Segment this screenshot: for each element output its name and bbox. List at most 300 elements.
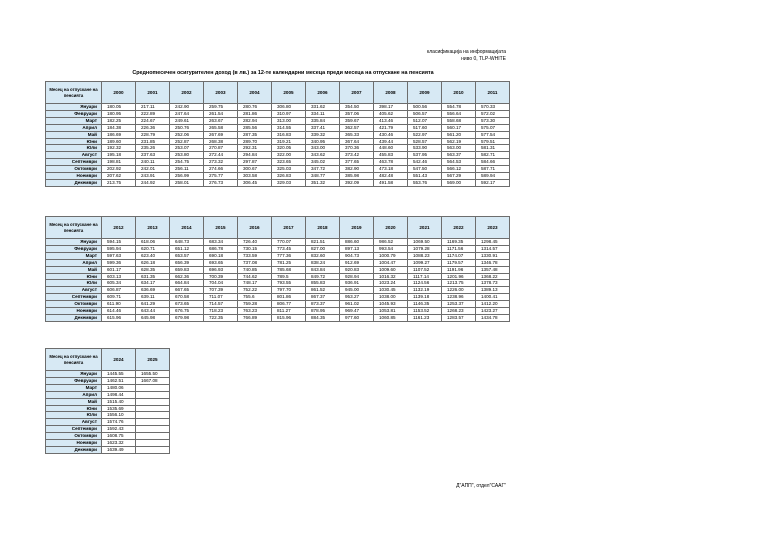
income-cell: 714.57	[204, 301, 238, 308]
income-cell: 623.40	[136, 252, 170, 259]
income-cell: 189.60	[102, 138, 136, 145]
income-cell: 343.62	[306, 152, 340, 159]
income-cell: 252.87	[170, 138, 204, 145]
income-cell: 430.46	[374, 131, 408, 138]
income-cell: 207.62	[102, 173, 136, 180]
income-cell: 377.65	[340, 159, 374, 166]
year-column-header: 2022	[442, 217, 476, 239]
income-cell: 500.56	[408, 104, 442, 111]
income-cell: 1498.44	[102, 391, 136, 398]
month-label: Ноември	[46, 308, 102, 315]
income-cell: 587.71	[476, 166, 510, 173]
income-cell: 1069.50	[408, 239, 442, 246]
month-label: Април	[46, 259, 102, 266]
income-cell: 195.18	[102, 152, 136, 159]
income-cell: 626.18	[136, 259, 170, 266]
income-cell: 1213.75	[442, 280, 476, 287]
income-cell: 1268.23	[442, 308, 476, 315]
income-cell: 651.12	[170, 245, 204, 252]
income-cell: 618.06	[136, 239, 170, 246]
income-cell: 455.83	[374, 152, 408, 159]
income-cell: 554.78	[442, 104, 476, 111]
income-cell: 224.67	[136, 117, 170, 124]
year-column-header: 2023	[476, 217, 510, 239]
month-label: Януари	[46, 104, 102, 111]
income-cell: 920.83	[340, 266, 374, 273]
income-cell: 953.27	[340, 294, 374, 301]
income-cell: 359.67	[340, 117, 374, 124]
income-cell: 667.65	[170, 287, 204, 294]
income-cell: 563.37	[442, 152, 476, 159]
income-cell: 300.67	[238, 166, 272, 173]
income-cell: 537.95	[408, 152, 442, 159]
income-cell: 1556.10	[102, 412, 136, 419]
income-cell: 1389.13	[476, 287, 510, 294]
income-cell: 303.58	[238, 173, 272, 180]
income-cell: 628.35	[136, 266, 170, 273]
classification-label: класификација на информацијата	[427, 49, 506, 55]
income-cell	[136, 405, 170, 412]
income-cell: 354.50	[340, 104, 374, 111]
income-cell: 561.20	[442, 131, 476, 138]
income-cell: 662.36	[170, 273, 204, 280]
income-cell: 827.00	[306, 245, 340, 252]
income-cell: 258.01	[170, 179, 204, 186]
income-cell: 253.80	[170, 152, 204, 159]
income-cell: 1283.57	[442, 314, 476, 321]
income-cell: 184.38	[102, 124, 136, 131]
month-label: Юли	[46, 145, 102, 152]
income-cell: 325.03	[272, 166, 306, 173]
month-label: Май	[46, 398, 102, 405]
year-column-header: 2010	[442, 82, 476, 104]
income-cell: 1038.00	[374, 294, 408, 301]
income-cell: 641.29	[136, 301, 170, 308]
income-cell: 659.83	[170, 266, 204, 273]
income-cell: 517.60	[408, 124, 442, 131]
income-cell: 254.75	[170, 159, 204, 166]
income-cell: 589.94	[476, 173, 510, 180]
income-cell: 867.37	[306, 294, 340, 301]
income-cell: 897.13	[340, 245, 374, 252]
income-cell: 636.69	[136, 287, 170, 294]
income-cell: 1016.32	[374, 273, 408, 280]
income-cell: 1226.00	[442, 287, 476, 294]
income-cell: 838.24	[306, 259, 340, 266]
income-cell: 1423.27	[476, 308, 510, 315]
income-cell: 1238.96	[442, 294, 476, 301]
income-cell: 599.36	[102, 259, 136, 266]
income-cell: 1201.96	[442, 273, 476, 280]
month-label: Март	[46, 384, 102, 391]
income-cell: 673.65	[170, 301, 204, 308]
table-row	[46, 405, 170, 412]
income-cell: 1253.37	[442, 301, 476, 308]
income-cell: 1515.40	[102, 398, 136, 405]
income-cell: 202.92	[102, 166, 136, 173]
income-cell: 280.76	[238, 104, 272, 111]
income-cell: 235.26	[136, 145, 170, 152]
year-column-header: 2005	[272, 82, 306, 104]
income-cell: 615.96	[102, 314, 136, 321]
income-cell: 601.17	[102, 266, 136, 273]
month-label: Октомври	[46, 433, 102, 440]
table-row	[46, 412, 170, 419]
income-cell: 855.83	[306, 280, 340, 287]
income-cell: 1107.52	[408, 266, 442, 273]
income-cell: 609.71	[102, 294, 136, 301]
income-cell: 562.19	[442, 138, 476, 145]
table-row	[46, 124, 510, 131]
income-cell: 272.44	[204, 152, 238, 159]
table-row	[46, 398, 170, 405]
income-cell: 528.57	[408, 138, 442, 145]
income-cell: 690.18	[204, 252, 238, 259]
year-column-header: 2014	[170, 217, 204, 239]
income-cell: 977.60	[340, 314, 374, 321]
income-cell: 821.51	[306, 239, 340, 246]
income-cell: 405.62	[374, 110, 408, 117]
income-cell: 560.17	[442, 124, 476, 131]
income-cell: 1153.52	[408, 308, 442, 315]
income-cell: 785.68	[272, 266, 306, 273]
income-cell: 331.62	[306, 104, 340, 111]
month-label: Октомври	[46, 301, 102, 308]
income-cell: 634.17	[136, 280, 170, 287]
table-row	[46, 314, 510, 321]
income-cell: 237.63	[136, 152, 170, 159]
year-column-header: 2025	[136, 349, 170, 371]
income-cell: 696.93	[204, 266, 238, 273]
income-cell: 766.89	[238, 314, 272, 321]
income-cell: 770.07	[272, 239, 306, 246]
income-cell: 323.65	[272, 159, 306, 166]
income-cell	[136, 412, 170, 419]
income-cell: 1480.06	[102, 384, 136, 391]
income-cell: 357.06	[340, 110, 374, 117]
income-cell: 180.05	[102, 104, 136, 111]
income-cell: 186.69	[102, 131, 136, 138]
income-cell: 748.17	[238, 280, 272, 287]
table-row	[46, 371, 170, 378]
income-cell: 282.94	[238, 117, 272, 124]
month-label: Ноември	[46, 440, 102, 447]
income-cell: 886.60	[340, 239, 374, 246]
table-row	[46, 131, 510, 138]
month-label: Декември	[46, 314, 102, 321]
month-label: Март	[46, 117, 102, 124]
income-cell: 351.32	[306, 179, 340, 186]
income-cell: 198.81	[102, 159, 136, 166]
income-cell: 683.34	[204, 239, 238, 246]
income-cell: 256.11	[170, 166, 204, 173]
income-cell: 370.36	[340, 145, 374, 152]
month-column-header: Месец на отпускане на пенсията	[46, 82, 102, 104]
income-cell: 1592.43	[102, 426, 136, 433]
income-cell: 597.63	[102, 252, 136, 259]
income-cell: 773.45	[272, 245, 306, 252]
income-cell: 704.04	[204, 280, 238, 287]
income-cell: 213.75	[102, 179, 136, 186]
year-column-header: 2006	[306, 82, 340, 104]
income-cell: 253.07	[170, 145, 204, 152]
income-cell: 722.35	[204, 314, 238, 321]
income-cell: 577.54	[476, 131, 510, 138]
income-cell: 1378.73	[476, 280, 510, 287]
income-cell: 1191.96	[442, 266, 476, 273]
income-cell: 367.64	[340, 138, 374, 145]
income-cell: 297.87	[238, 159, 272, 166]
income-cell: 928.94	[340, 273, 374, 280]
income-cell: 1655.50	[136, 371, 170, 378]
table-row	[46, 152, 510, 159]
income-cell: 594.15	[102, 239, 136, 246]
income-cell: 1346.78	[476, 259, 510, 266]
income-cell: 575.07	[476, 124, 510, 131]
income-cell: 878.95	[306, 308, 340, 315]
income-cell: 832.60	[306, 252, 340, 259]
income-cell: 1434.78	[476, 314, 510, 321]
table-row	[46, 266, 510, 273]
income-cell: 329.03	[272, 179, 306, 186]
income-cell: 306.80	[272, 104, 306, 111]
income-cell: 259.75	[204, 104, 238, 111]
income-cell: 228.79	[136, 131, 170, 138]
income-cell: 242.01	[136, 166, 170, 173]
month-label: Март	[46, 252, 102, 259]
income-cell	[136, 398, 170, 405]
income-cell: 986.52	[374, 239, 408, 246]
income-cell: 256.99	[170, 173, 204, 180]
income-cell: 1099.27	[408, 259, 442, 266]
income-cell: 849.72	[306, 273, 340, 280]
income-cell: 569.00	[442, 179, 476, 186]
month-label: Май	[46, 131, 102, 138]
table-row	[46, 252, 510, 259]
year-column-header: 2003	[204, 82, 238, 104]
income-cell: 1179.57	[442, 259, 476, 266]
income-cell: 522.97	[408, 131, 442, 138]
income-cell: 240.11	[136, 159, 170, 166]
income-cell: 811.27	[272, 308, 306, 315]
income-cell: 439.44	[374, 138, 408, 145]
income-cell	[136, 433, 170, 440]
month-label: Август	[46, 287, 102, 294]
income-cell: 335.84	[306, 117, 340, 124]
income-cell: 276.73	[204, 179, 238, 186]
income-cell: 815.96	[272, 314, 306, 321]
income-cell: 558.68	[442, 117, 476, 124]
income-cell: 326.83	[272, 173, 306, 180]
income-cell: 192.32	[102, 145, 136, 152]
month-label: Януари	[46, 239, 102, 246]
income-cell: 726.40	[238, 239, 272, 246]
income-cell: 242.90	[170, 104, 204, 111]
income-cell: 556.64	[442, 110, 476, 117]
income-cell: 592.17	[476, 179, 510, 186]
income-cell: 595.94	[102, 245, 136, 252]
income-cell: 553.76	[408, 179, 442, 186]
table-row	[46, 104, 510, 111]
table-row	[46, 273, 510, 280]
table-row	[46, 287, 510, 294]
month-label: Юни	[46, 138, 102, 145]
income-cell: 1004.47	[374, 259, 408, 266]
income-cell: 584.66	[476, 159, 510, 166]
income-cell: 1445.55	[102, 371, 136, 378]
year-column-header: 2018	[306, 217, 340, 239]
income-cell: 222.89	[136, 110, 170, 117]
month-label: Април	[46, 391, 102, 398]
income-cell: 1535.69	[102, 405, 136, 412]
income-cell: 392.09	[340, 179, 374, 186]
income-cell: 1023.24	[374, 280, 408, 287]
year-column-header: 2024	[102, 349, 136, 371]
income-cell	[136, 426, 170, 433]
income-cell: 711.07	[204, 294, 238, 301]
month-label: Август	[46, 152, 102, 159]
income-cell: 1146.35	[408, 301, 442, 308]
income-cell: 274.66	[204, 166, 238, 173]
income-cell: 707.39	[204, 287, 238, 294]
income-cell: 1639.49	[102, 446, 136, 453]
income-cell: 226.36	[136, 124, 170, 131]
table-row	[46, 419, 170, 426]
income-cell	[136, 419, 170, 426]
income-cell: 334.11	[306, 110, 340, 117]
income-cell: 482.48	[374, 173, 408, 180]
table-row	[46, 446, 170, 453]
income-cell: 611.90	[102, 301, 136, 308]
income-cell: 1079.28	[408, 245, 442, 252]
income-cell: 572.02	[476, 110, 510, 117]
income-cell: 718.23	[204, 308, 238, 315]
income-cell: 744.62	[238, 273, 272, 280]
income-cell: 763.23	[238, 308, 272, 315]
income-cell: 566.12	[442, 166, 476, 173]
month-label: Декември	[46, 446, 102, 453]
income-cell: 292.31	[238, 145, 272, 152]
income-cell: 365.33	[340, 131, 374, 138]
income-cell: 473.18	[374, 166, 408, 173]
month-label: Февруари	[46, 245, 102, 252]
income-cell: 904.73	[340, 252, 374, 259]
income-cell: 348.77	[306, 173, 340, 180]
income-cell: 1314.57	[476, 245, 510, 252]
income-cell: 314.55	[272, 124, 306, 131]
table-row	[46, 179, 510, 186]
month-column-header: Месец на отпускане на пенсията	[46, 349, 102, 371]
income-cell: 313.00	[272, 117, 306, 124]
income-cell: 793.55	[272, 280, 306, 287]
income-cell: 337.41	[306, 124, 340, 131]
income-cell: 289.70	[238, 138, 272, 145]
table-row	[46, 117, 510, 124]
income-cell: 1139.18	[408, 294, 442, 301]
income-cell: 1623.32	[102, 440, 136, 447]
table-row	[46, 138, 510, 145]
income-cell: 1298.45	[476, 239, 510, 246]
income-cell: 1053.81	[374, 308, 408, 315]
table-row	[46, 294, 510, 301]
income-cell	[136, 384, 170, 391]
income-cell: 267.69	[204, 131, 238, 138]
income-cell: 310.97	[272, 110, 306, 117]
income-cell: 294.84	[238, 152, 272, 159]
income-cell: 1174.07	[442, 252, 476, 259]
table-row	[46, 159, 510, 166]
income-cell: 1000.79	[374, 252, 408, 259]
income-cell: 319.21	[272, 138, 306, 145]
income-cell: 463.78	[374, 159, 408, 166]
income-cell: 861.52	[306, 287, 340, 294]
income-cell: 542.46	[408, 159, 442, 166]
income-cell: 1169.35	[442, 239, 476, 246]
income-cell: 281.86	[238, 110, 272, 117]
income-cell: 287.35	[238, 131, 272, 138]
income-cell: 563.00	[442, 145, 476, 152]
income-cell: 581.31	[476, 145, 510, 152]
income-cell: 620.71	[136, 245, 170, 252]
income-cell: 182.25	[102, 117, 136, 124]
table-row	[46, 391, 170, 398]
income-cell: 448.60	[374, 145, 408, 152]
income-cell: 777.36	[272, 252, 306, 259]
income-cell: 679.98	[170, 314, 204, 321]
income-cell: 1030.45	[374, 287, 408, 294]
income-cell: 806.77	[272, 301, 306, 308]
income-cell	[136, 440, 170, 447]
month-label: Септември	[46, 159, 102, 166]
income-cell: 339.32	[306, 131, 340, 138]
income-cell: 1060.85	[374, 314, 408, 321]
income-cell: 1400.41	[476, 294, 510, 301]
income-cell: 969.47	[340, 308, 374, 315]
month-label: Януари	[46, 371, 102, 378]
table-row	[46, 301, 510, 308]
income-cell: 547.50	[408, 166, 442, 173]
income-cell: 843.84	[306, 266, 340, 273]
income-cell: 1330.91	[476, 252, 510, 259]
income-cell: 797.70	[272, 287, 306, 294]
income-cell: 740.85	[238, 266, 272, 273]
income-cell: 686.78	[204, 245, 238, 252]
income-cell: 385.98	[340, 173, 374, 180]
month-label: Декември	[46, 179, 102, 186]
income-cell: 1171.56	[442, 245, 476, 252]
month-label: Август	[46, 419, 102, 426]
income-cell: 582.71	[476, 152, 510, 159]
income-cell: 217.11	[136, 104, 170, 111]
income-cell: 789.5	[272, 273, 306, 280]
income-cell: 249.61	[170, 117, 204, 124]
income-cell	[136, 446, 170, 453]
income-cell: 316.83	[272, 131, 306, 138]
income-cell: 398.17	[374, 104, 408, 111]
month-label: Май	[46, 266, 102, 273]
income-cell: 270.87	[204, 145, 238, 152]
year-column-header: 2004	[238, 82, 272, 104]
year-column-header: 2001	[136, 82, 170, 104]
income-cell: 730.15	[238, 245, 272, 252]
classification-level: ниво 0, TLP-WHITE	[461, 55, 506, 62]
income-cell: 603.13	[102, 273, 136, 280]
income-cell: 1132.19	[408, 287, 442, 294]
income-cell: 755.6	[238, 294, 272, 301]
income-cell: 275.77	[204, 173, 238, 180]
month-label: Юни	[46, 273, 102, 280]
income-cell: 1462.51	[102, 377, 136, 384]
